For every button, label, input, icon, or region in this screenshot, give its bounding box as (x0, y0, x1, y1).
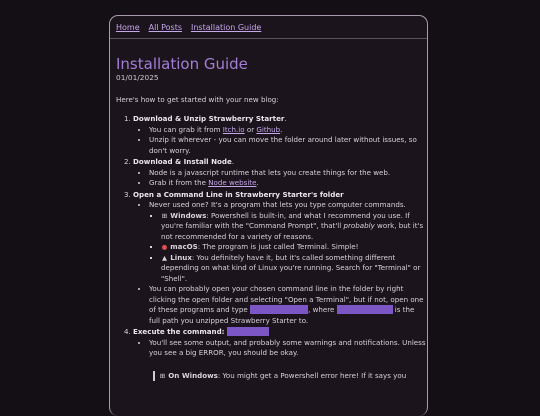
text: : Powershell is built-in, and what I recommend you use. If you're familiar with the "Command Prompt", that'll (161, 210, 410, 230)
nav-installation-link[interactable]: Installation Guide (191, 23, 262, 32)
text: : The program is just called Terminal. Simple! (197, 242, 359, 251)
post-date: 01/01/2025 (116, 73, 159, 82)
step-1-title: Download & Unzip Strawberry Starter (133, 114, 285, 123)
text: : You might get a Powershell error here! If it says you (217, 370, 407, 380)
os-label: Windows (170, 210, 207, 220)
step-3-bullet-2 (149, 284, 427, 326)
post-title: Installation Guide (116, 55, 248, 73)
text: work, but it's not recommended for a variety of reasons. (161, 221, 424, 241)
text: You can grab it from (149, 124, 223, 134)
step-4-title: Execute the command: (133, 327, 227, 336)
node-website-link[interactable]: Node website (208, 178, 257, 187)
windows-note-quote (153, 371, 427, 382)
step-2-bullet-2 (149, 178, 427, 189)
nav-home-link[interactable]: Home (116, 23, 140, 32)
text: , where (308, 305, 337, 314)
windows-icon: ⊞ (159, 371, 166, 380)
itch-link[interactable]: Itch.io (222, 124, 245, 134)
text: is the full path you unzipped Strawberry Starter to. (149, 305, 415, 325)
post-intro: Here's how to get started with your new blog: (116, 94, 279, 104)
step-3-bullet-1 (149, 200, 427, 284)
linux-penguin-icon: ▲ (162, 253, 167, 262)
text: . (256, 178, 259, 187)
os-label: On Windows (168, 370, 218, 380)
post-content (110, 55, 427, 381)
code-highlight (337, 305, 393, 314)
windows-item (161, 211, 427, 243)
os-label: macOS (170, 242, 198, 251)
nav-all-posts-link[interactable]: All Posts (148, 23, 182, 32)
step-1-bullet-2: • Unzip it wherever - you can move the folder around later without issues, so don't worry. (149, 135, 427, 156)
text: . (280, 124, 283, 134)
text: Never used one? It's a program that lets you type computer commands. (149, 200, 406, 209)
linux-item (161, 253, 427, 285)
windows-icon: ⊞ (161, 211, 168, 220)
step-1-bullet-1 (149, 125, 427, 136)
step-2-bullet-1: • Node is a javascript runtime that lets you create things for the web. (149, 168, 427, 179)
step-1: 1. Download & Unzip Strawberry Starter. • You can grab it from Itch.io or Github. • Unzip it wherever - you can move the folder around later without issues, so don't worry. (133, 114, 427, 156)
step-2-title: Download & Install Node (133, 157, 232, 166)
top-nav (110, 16, 427, 39)
step-4-bullet-1: • You'll see some output, and probably some warnings and notifications. Unless you see a big ERROR, you should be okay. (149, 338, 427, 359)
steps-list (116, 114, 427, 381)
apple-icon: ● (161, 243, 168, 251)
text: You can probably open your chosen command line in the folder by right clicking the open folder and selecting "Open a Terminal", but if not, open one of these programs and type (149, 284, 424, 314)
os-label: Linux (170, 252, 192, 262)
step-3 (133, 190, 427, 327)
macos-item (161, 242, 427, 253)
step-4 (133, 327, 427, 381)
page-card (109, 15, 428, 416)
github-link[interactable]: Github (256, 124, 281, 134)
step-2: 2. Download & Install Node. • Node is a javascript runtime that lets you create things for the web. • Grab it from the Node website. (133, 157, 427, 189)
text: probably (343, 221, 375, 230)
code-highlight (250, 305, 308, 314)
text: Grab it from the (149, 178, 209, 187)
code-highlight (227, 327, 269, 336)
step-3-title: Open a Command Line in Strawberry Starter's folder (133, 189, 344, 199)
text: : You definitely have it, but it's called something different depending on what kind of Linux you're running. Search for "Terminal" or "Shell". (161, 252, 421, 283)
text: or (244, 124, 257, 134)
